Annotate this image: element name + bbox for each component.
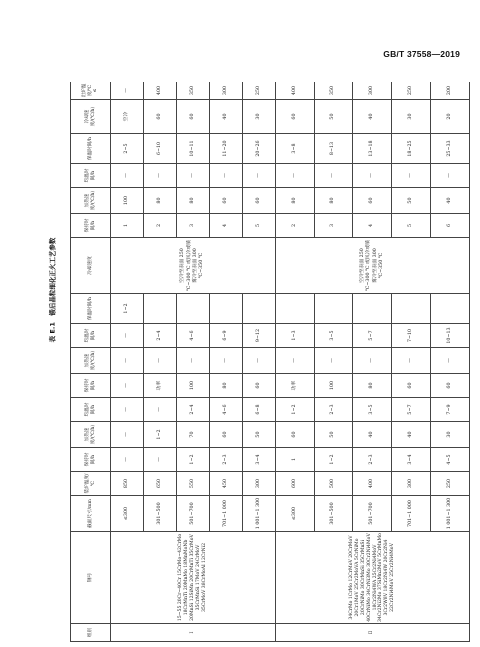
- cell-insulate2: 25~33: [430, 134, 469, 164]
- cell-insulate2: 11~20: [210, 134, 243, 164]
- table-viewport: [70, 82, 470, 642]
- cell-soak2: 5~7: [353, 324, 392, 348]
- standard-number: GB/T 37558—2019: [383, 49, 460, 59]
- cell-furnace-temp: 250: [430, 472, 469, 496]
- cell-insulate: [177, 294, 210, 324]
- cell-soak3: —: [177, 164, 210, 188]
- cell-soak2: 4~6: [177, 324, 210, 348]
- cell-furnace-temp: 300: [243, 472, 276, 496]
- cell-soak2: 10~13: [430, 324, 469, 348]
- cell-cool-rate: 60: [276, 100, 315, 134]
- col-steel: 钢号: [71, 532, 111, 624]
- col-soak2: 均温时间/h: [71, 324, 111, 348]
- cell-hold2: 80: [210, 374, 243, 398]
- cell-soak2: 3~5: [314, 324, 353, 348]
- cell-soak: 7~9: [430, 398, 469, 422]
- col-size: 截面尺寸/mm: [71, 496, 111, 532]
- cell-heat-rate3: 60: [353, 188, 392, 214]
- cell-hold2: 60: [392, 374, 431, 398]
- cell-heat-rate: —: [111, 422, 144, 448]
- cell-heat-rate3: 80: [314, 188, 353, 214]
- cell-hold3: 3: [177, 214, 210, 238]
- cell-soak: 4~6: [210, 398, 243, 422]
- cell-out-temp: 200: [430, 82, 469, 100]
- col-group: 组别: [71, 624, 111, 642]
- cell-hold2: 功率: [144, 374, 177, 398]
- cell-cool-rate: 50: [314, 100, 353, 134]
- cell-insulate: [144, 294, 177, 324]
- process-table: [70, 82, 470, 642]
- cell-size: ≤300: [111, 496, 144, 532]
- cell-soak2: 6~9: [210, 324, 243, 348]
- cell-insulate: [314, 294, 353, 324]
- cell-heat-rate: 1~2: [144, 422, 177, 448]
- steel-list: 15~55 20Cr~40Cr 15CrMo~42CrMo 18CrMnTi 20MnMo 18MnMoNb 20MnSi 12SiMn 20CrMnTi 35CrMoV 35CrMnSi 17MoV 24CrMoV 35CrMoV 38CrMoAl 12CrNi2: [111, 532, 276, 624]
- cell-hold2: —: [111, 374, 144, 398]
- cell-heat-rate: 50: [243, 422, 276, 448]
- cell-heat-rate2: —: [392, 348, 431, 374]
- cell-soak3: —: [276, 164, 315, 188]
- cell-heat-rate: 60: [276, 422, 315, 448]
- col-heat-rate: 加热速度/(℃/h): [71, 422, 111, 448]
- cell-hold3: 1: [111, 214, 144, 238]
- cell-soak3: —: [144, 164, 177, 188]
- col-cooling: 冷却速度: [71, 238, 111, 294]
- cell-heat-rate: 40: [353, 422, 392, 448]
- col-heat-rate2: 加热速度/(℃/h): [71, 348, 111, 374]
- cell-soak: 3~5: [353, 398, 392, 422]
- cell-heat-rate2: —: [111, 348, 144, 374]
- cell-cool-rate: 40: [353, 100, 392, 134]
- group-id: Ⅱ: [276, 624, 470, 642]
- cell-heat-rate2: —: [353, 348, 392, 374]
- cell-soak: 6~8: [243, 398, 276, 422]
- cell-out-temp: 250: [392, 82, 431, 100]
- cell-insulate: 1~2: [111, 294, 144, 324]
- cell-insulate2: 10~11: [177, 134, 210, 164]
- cell-hold1: —: [111, 448, 144, 472]
- cell-size: 1 001~1 300: [430, 496, 469, 532]
- col-soak: 均温时间/h: [71, 398, 111, 422]
- cell-insulate2: 18~25: [392, 134, 431, 164]
- cell-soak: 2~4: [177, 398, 210, 422]
- cell-hold1: 3~4: [243, 448, 276, 472]
- cell-soak2: 7~10: [392, 324, 431, 348]
- cell-out-temp: 300: [210, 82, 243, 100]
- cell-hold1: 1~2: [314, 448, 353, 472]
- cell-insulate2: 3~8: [276, 134, 315, 164]
- cell-size: 701~1 000: [210, 496, 243, 532]
- cell-insulate: [353, 294, 392, 324]
- cell-cooling: 空冷至表面 250 ℃~300 ℃ 或风冷或喷雾冷至表面 300 ℃~350 ℃: [111, 238, 276, 294]
- col-hold1: 保持时间/h: [71, 448, 111, 472]
- table-row: [111, 82, 144, 642]
- cell-heat-rate3: 60: [243, 188, 276, 214]
- cell-heat-rate3: 50: [392, 188, 431, 214]
- cell-insulate: [210, 294, 243, 324]
- cell-size: 701~1 000: [392, 496, 431, 532]
- cell-hold3: 2: [144, 214, 177, 238]
- cell-heat-rate3: 60: [210, 188, 243, 214]
- cell-heat-rate3: 80: [276, 188, 315, 214]
- cell-heat-rate2: —: [210, 348, 243, 374]
- col-insulate2: 保温时间/h: [71, 134, 111, 164]
- cell-heat-rate3: 80: [177, 188, 210, 214]
- cell-hold1: —: [144, 448, 177, 472]
- cell-soak2: 2~4: [144, 324, 177, 348]
- cell-hold3: 6: [430, 214, 469, 238]
- col-out-temp: 出炉温度/℃ ≤: [71, 82, 111, 100]
- cell-soak3: —: [392, 164, 431, 188]
- cell-cooling: 空冷至表面 250 ℃~300 ℃ 或风冷或喷雾冷至表面 300 ℃~350 ℃: [276, 238, 470, 294]
- cell-insulate2: 8~13: [314, 134, 353, 164]
- col-cool-rate: 冷却速度/(℃/h): [71, 100, 111, 134]
- cell-heat-rate2: —: [314, 348, 353, 374]
- cell-out-temp: 300: [353, 82, 392, 100]
- col-insulate: 保温时间/h: [71, 294, 111, 324]
- col-soak3: 均温时间/h: [71, 164, 111, 188]
- cell-soak3: —: [314, 164, 353, 188]
- col-furnace-temp: 装炉温度/℃: [71, 472, 111, 496]
- cell-heat-rate3: 100: [111, 188, 144, 214]
- cell-heat-rate3: 40: [430, 188, 469, 214]
- cell-size: 301~500: [144, 496, 177, 532]
- cell-cool-rate: 30: [243, 100, 276, 134]
- cell-hold2: 60: [243, 374, 276, 398]
- cell-hold3: 5: [243, 214, 276, 238]
- cell-cool-rate: 60: [177, 100, 210, 134]
- cell-heat-rate2: —: [430, 348, 469, 374]
- cell-out-temp: 350: [314, 82, 353, 100]
- cell-heat-rate: 60: [210, 422, 243, 448]
- cell-insulate: [430, 294, 469, 324]
- cell-soak2: 9~12: [243, 324, 276, 348]
- cell-cool-rate: 30: [392, 100, 431, 134]
- cell-heat-rate2: —: [144, 348, 177, 374]
- cell-hold3: 5: [392, 214, 431, 238]
- cell-size: 501~700: [353, 496, 392, 532]
- cell-insulate2: 20~26: [243, 134, 276, 164]
- cell-cool-rate: 20: [430, 100, 469, 134]
- cell-hold1: 4~5: [430, 448, 469, 472]
- cell-cool-rate: 40: [210, 100, 243, 134]
- cell-insulate: [243, 294, 276, 324]
- cell-hold3: 2: [276, 214, 315, 238]
- cell-furnace-temp: 450: [210, 472, 243, 496]
- cell-insulate2: 2~5: [111, 134, 144, 164]
- cell-soak2: —: [111, 324, 144, 348]
- cell-soak: —: [111, 398, 144, 422]
- cell-out-temp: 400: [276, 82, 315, 100]
- cell-furnace-temp: 850: [111, 472, 144, 496]
- cell-soak3: —: [111, 164, 144, 188]
- cell-soak3: —: [243, 164, 276, 188]
- cell-heat-rate2: —: [276, 348, 315, 374]
- cell-insulate: [392, 294, 431, 324]
- cell-hold2: 80: [353, 374, 392, 398]
- cell-furnace-temp: 500: [314, 472, 353, 496]
- cell-soak: 2~3: [314, 398, 353, 422]
- col-heat-rate3: 加热速度/(℃/h): [71, 188, 111, 214]
- steel-list: 34CrMo 1CrMo 12CrMoV 20CrMoV 20Cr1MoV 25Cr2MoVA 5CrNiMo 20CrNiMo 30CrMnSi 35CrMnSi 40CrNiMo 34CrNi3Mo 30Cr2Ni4MoV 18Cr2Ni4WA 25Cr2Ni4MoV 34Cr2Ni2Mo 37SiMn2MoV 5CrMnMo 3Cr2W8V 18Cr2Ni4W 20Cr2Ni4 22Cr2Ni4MoV 25Cr2Ni4MoV: [276, 532, 470, 624]
- col-hold2: 保持时间/h: [71, 374, 111, 398]
- cell-hold1: 2~3: [353, 448, 392, 472]
- cell-soak3: —: [210, 164, 243, 188]
- cell-heat-rate2: —: [243, 348, 276, 374]
- cell-hold1: 2~3: [210, 448, 243, 472]
- cell-size: 301~500: [314, 496, 353, 532]
- cell-heat-rate3: 80: [144, 188, 177, 214]
- cell-insulate2: 13~18: [353, 134, 392, 164]
- cell-furnace-temp: 650: [144, 472, 177, 496]
- cell-soak: 5~7: [392, 398, 431, 422]
- cell-cool-rate: 空冷: [111, 100, 144, 134]
- table-caption: 表 E.1 锻后晶粒细化正火工艺参数: [48, 237, 57, 343]
- cell-hold1: 1~2: [177, 448, 210, 472]
- cell-hold3: 4: [210, 214, 243, 238]
- cell-insulate: [276, 294, 315, 324]
- cell-insulate2: 6~10: [144, 134, 177, 164]
- cell-size: 501~700: [177, 496, 210, 532]
- cell-hold2: 60: [430, 374, 469, 398]
- col-hold3: 保持时间/h: [71, 214, 111, 238]
- cell-soak3: —: [430, 164, 469, 188]
- cell-furnace-temp: 550: [177, 472, 210, 496]
- cell-soak: —: [144, 398, 177, 422]
- cell-soak3: —: [353, 164, 392, 188]
- header-row: [71, 82, 111, 642]
- cell-size: 1 001~1 300: [243, 496, 276, 532]
- cell-hold1: 1: [276, 448, 315, 472]
- cell-furnace-temp: 300: [392, 472, 431, 496]
- cell-out-temp: 350: [177, 82, 210, 100]
- cell-soak: 1~2: [276, 398, 315, 422]
- cell-hold2: 功率: [276, 374, 315, 398]
- cell-heat-rate: 40: [392, 422, 431, 448]
- cell-hold1: 3~4: [392, 448, 431, 472]
- cell-heat-rate2: —: [177, 348, 210, 374]
- cell-hold3: 4: [353, 214, 392, 238]
- table-row: [276, 82, 315, 642]
- cell-hold3: 3: [314, 214, 353, 238]
- cell-heat-rate: 30: [430, 422, 469, 448]
- cell-out-temp: 400: [144, 82, 177, 100]
- cell-heat-rate: 50: [314, 422, 353, 448]
- cell-furnace-temp: 600: [276, 472, 315, 496]
- cell-furnace-temp: 400: [353, 472, 392, 496]
- group-id: Ⅰ: [111, 624, 276, 642]
- cell-soak2: 1~3: [276, 324, 315, 348]
- cell-hold2: 100: [314, 374, 353, 398]
- cell-hold2: 100: [177, 374, 210, 398]
- cell-heat-rate: 70: [177, 422, 210, 448]
- cell-cool-rate: 60: [144, 100, 177, 134]
- cell-out-temp: 250: [243, 82, 276, 100]
- cell-size: ≤300: [276, 496, 315, 532]
- cell-out-temp: —: [111, 82, 144, 100]
